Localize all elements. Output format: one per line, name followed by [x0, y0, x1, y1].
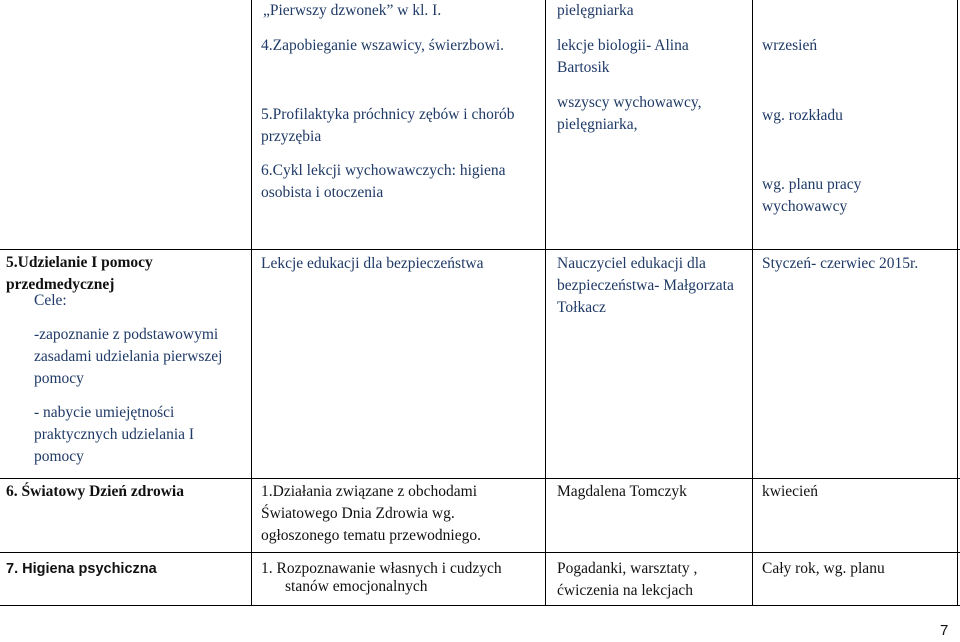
- col-divider-3: [752, 0, 753, 606]
- row6-topic: 6. Światowy Dzień zdrowia: [6, 483, 184, 500]
- table-border-top-r7: [0, 552, 960, 553]
- row5-goal2-line1: - nabycie umiejętności: [34, 404, 175, 421]
- row5-goal1-line3: pomocy: [34, 370, 84, 387]
- row3-date: wg. rozkładu: [762, 107, 843, 124]
- row7-topic: 7. Higiena psychiczna: [6, 561, 157, 577]
- row7-activity-line1: 1. Rozpoznawanie własnych i cudzych: [261, 560, 502, 577]
- row5-date: Styczeń- czerwiec 2015r.: [762, 255, 919, 272]
- row4-activity-line1: 6.Cykl lekcji wychowawczych: higiena: [261, 162, 506, 179]
- row3-responsible-line1: wszyscy wychowawcy,: [557, 94, 702, 111]
- row4-activity-line2: osobista i otoczenia: [261, 184, 384, 201]
- row5-topic-line1: 5.Udzielanie I pomocy: [6, 254, 153, 271]
- row5-responsible-line2: bezpieczeństwa- Małgorzata: [557, 277, 734, 294]
- row2-responsible-line1: lekcje biologii- Alina: [557, 37, 689, 54]
- row4-date-line1: wg. planu pracy: [762, 176, 862, 193]
- row5-goal1-line2: zasadami udzielania pierwszej: [34, 348, 223, 365]
- row2-activity: 4.Zapobieganie wszawicy, świerzbowi.: [261, 37, 505, 54]
- row5-activity: Lekcje edukacji dla bezpieczeństwa: [261, 255, 484, 272]
- row3-activity-line1: 5.Profilaktyka próchnicy zębów i chorób: [261, 106, 515, 123]
- row1-activity: „Pierwszy dzwonek” w kl. I.: [263, 2, 442, 19]
- row3-responsible-line2: pielęgniarka,: [557, 116, 638, 133]
- table-border-top-r5: [0, 249, 960, 250]
- col-divider-right: [957, 0, 958, 606]
- table-border-top-r6: [0, 478, 960, 479]
- row6-responsible: Magdalena Tomczyk: [557, 483, 687, 500]
- row2-date: wrzesień: [762, 37, 818, 54]
- row2-responsible-line2: Bartosik: [557, 59, 610, 76]
- row1-responsible: pielęgniarka: [557, 2, 634, 19]
- col-divider-1: [251, 0, 252, 606]
- row6-activity-line1: 1.Działania związane z obchodami: [261, 483, 478, 500]
- row5-goal1-line1: -zapoznanie z podstawowymi: [34, 326, 219, 343]
- row6-activity-line2: Światowego Dnia Zdrowia wg.: [261, 505, 455, 522]
- row6-date: kwiecień: [762, 483, 818, 500]
- row5-goals-heading: Cele:: [34, 292, 67, 309]
- row5-goal2-line3: pomocy: [34, 448, 84, 465]
- row5-topic-line2: przedmedycznej: [6, 276, 115, 293]
- row4-date-line2: wychowawcy: [762, 198, 848, 215]
- row7-activity-line2: stanów emocjonalnych: [285, 578, 428, 595]
- row5-responsible-line3: Tołkacz: [557, 299, 606, 316]
- col-divider-2: [545, 0, 546, 606]
- row6-activity-line3: ogłoszonego tematu przewodniego.: [261, 527, 481, 544]
- row5-responsible-line1: Nauczyciel edukacji dla: [557, 255, 706, 272]
- table-border-bottom: [0, 605, 960, 606]
- row5-goal2-line2: praktycznych udzielania I: [34, 426, 195, 443]
- row3-activity-line2: przyzębia: [261, 128, 322, 145]
- row7-responsible-line1: Pogadanki, warsztaty ,: [557, 560, 698, 577]
- row7-date: Cały rok, wg. planu: [762, 560, 885, 577]
- page-number: 7: [940, 622, 949, 639]
- row7-responsible-line2: ćwiczenia na lekcjach: [557, 582, 693, 599]
